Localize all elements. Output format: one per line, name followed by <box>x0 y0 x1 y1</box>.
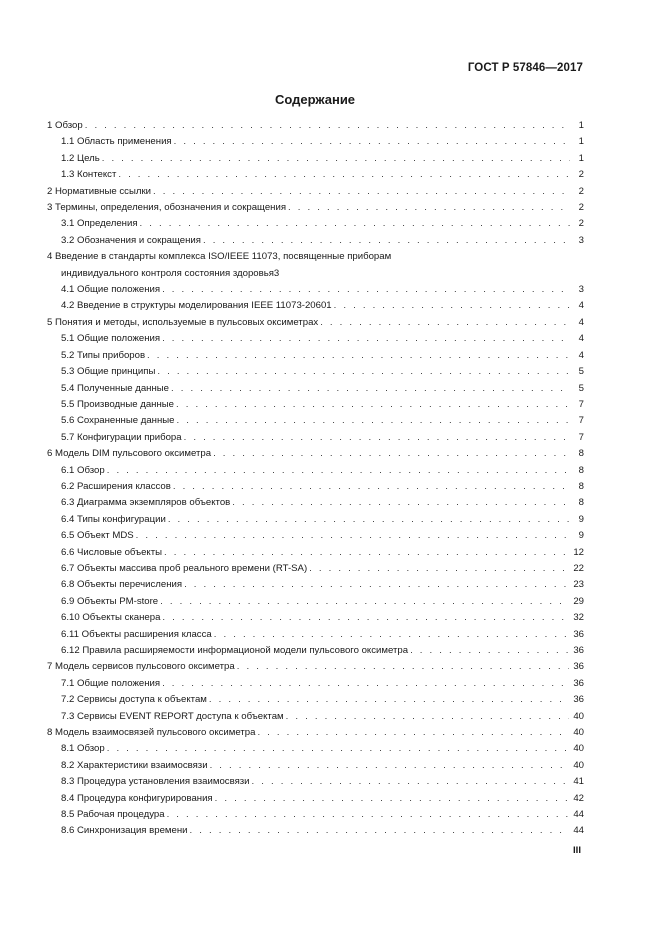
toc-dot-leader <box>232 495 570 511</box>
toc-subentry[interactable] <box>47 577 584 593</box>
toc-entry-page: 8 <box>578 497 584 509</box>
toc-entry-page: 2 <box>578 185 584 197</box>
toc-entry-page: 4 <box>578 316 584 328</box>
toc-entry-page: 2 <box>578 202 584 214</box>
toc-dot-leader <box>173 479 570 495</box>
toc-entry-page: 36 <box>573 694 584 706</box>
toc-entry[interactable] <box>47 249 584 282</box>
toc-dot-leader <box>214 627 570 643</box>
toc-entry[interactable] <box>47 184 584 200</box>
toc-entry-title: 7.2 Сервисы доступа к объектам <box>61 694 207 706</box>
toc-entry-page: 7 <box>578 415 584 427</box>
toc-subentry[interactable] <box>47 610 584 626</box>
toc-dot-leader <box>213 446 570 462</box>
toc-entry-title: 6 Модель DIM пульсового оксиметра <box>47 448 212 460</box>
toc-entry-title: 5 Понятия и методы, используемые в пульсовых оксиметрах <box>47 316 319 328</box>
toc-entry-title: 3 Термины, определения, обозначения и сокращения <box>47 202 287 214</box>
toc-entry-page: 32 <box>573 612 584 624</box>
toc-dot-leader <box>190 823 570 839</box>
toc-dot-leader <box>140 216 570 232</box>
toc-entry-page: 9 <box>578 513 584 525</box>
toc-subentry[interactable] <box>47 512 584 528</box>
toc-entry-title: 5.2 Типы приборов <box>61 349 146 361</box>
toc-entry-title: 8.5 Рабочая процедура <box>61 809 165 821</box>
toc-entry-title: 5.7 Конфигурации прибора <box>61 431 182 443</box>
toc-entry-page: 3 <box>578 234 584 246</box>
toc-dot-leader <box>160 594 569 610</box>
toc-entry-page: 5 <box>578 366 584 378</box>
toc-entry-title: 6.5 Объект MDS <box>61 530 134 542</box>
toc-dot-leader <box>174 134 570 150</box>
toc-subentry[interactable] <box>47 413 584 429</box>
toc-entry-title: 8.2 Характеристики взаимосвязи <box>61 759 208 771</box>
toc-entry-title: 2 Нормативные ссылки <box>47 185 152 197</box>
toc-title: Содержание <box>274 92 356 107</box>
toc-entry-page: 8 <box>578 448 584 460</box>
toc-entry-title: 6.12 Правила расширяемости информационой модели пульсового оксиметра <box>61 645 409 656</box>
toc-dot-leader <box>210 758 570 774</box>
toc-entry-title: 8.1 Обзор <box>61 743 105 755</box>
toc-entry-page: 42 <box>573 792 584 804</box>
toc-entry-title: 5.1 Общие положения <box>61 333 161 345</box>
toc-entry-page: 3 <box>273 267 280 279</box>
toc-dot-leader <box>334 298 570 314</box>
toc-dot-leader <box>167 807 570 823</box>
toc-entry-page: 40 <box>573 743 584 755</box>
toc-entry-page: 36 <box>573 645 584 656</box>
toc-subentry[interactable] <box>47 774 584 790</box>
toc-dot-leader <box>102 151 570 167</box>
toc-dot-leader <box>118 167 570 183</box>
toc-dot-leader <box>176 397 570 413</box>
toc-subentry[interactable] <box>47 430 584 446</box>
toc-subentry[interactable] <box>47 627 584 643</box>
toc-dot-leader <box>252 774 570 790</box>
toc-dot-leader <box>215 791 570 807</box>
toc-entry-title: 5.6 Сохраненные данные <box>61 415 175 427</box>
toc-dot-leader <box>85 118 570 134</box>
toc-dot-leader <box>162 331 570 347</box>
toc-entry-page: 36 <box>573 661 584 673</box>
toc-subentry[interactable] <box>47 807 584 823</box>
toc-entry-title: 6.6 Числовые объекты <box>61 546 163 558</box>
toc-entry-page: 9 <box>578 530 584 542</box>
toc-entry-title: 4.2 Введение в структуры моделирования IEEE 11073-20601 <box>61 300 332 312</box>
toc-entry-title: 6.11 Объекты расширения класса <box>61 628 212 640</box>
toc-subentry[interactable] <box>47 823 584 839</box>
toc-entry[interactable] <box>47 118 584 134</box>
toc-dot-leader <box>237 659 570 675</box>
toc-dot-leader <box>136 528 570 544</box>
toc-dot-leader <box>309 561 569 577</box>
toc-entry-page: 44 <box>573 809 584 821</box>
table-of-contents <box>47 118 584 840</box>
toc-subentry[interactable] <box>47 528 584 544</box>
toc-subentry[interactable] <box>47 594 584 610</box>
toc-entry-title: 5.4 Полученные данные <box>61 382 170 394</box>
toc-entry-page: 23 <box>573 579 584 591</box>
toc-subentry[interactable] <box>47 331 584 347</box>
toc-dot-leader <box>162 610 569 626</box>
toc-entry-page: 40 <box>573 759 584 771</box>
toc-subentry[interactable] <box>47 151 584 167</box>
toc-entry-title: 7.1 Общие положения <box>61 677 161 689</box>
toc-entry-page: 1 <box>578 152 584 164</box>
toc-subentry[interactable] <box>47 282 584 298</box>
toc-entry-title: 1.3 Контекст <box>61 169 117 181</box>
toc-entry-title: 7 Модель сервисов пульсового оксиметра <box>47 661 235 673</box>
toc-dot-leader <box>203 233 570 249</box>
toc-dot-leader <box>184 430 570 446</box>
toc-entry-page: 7 <box>578 398 584 410</box>
toc-entry[interactable] <box>47 315 584 331</box>
toc-subentry[interactable] <box>47 463 584 479</box>
toc-entry-title: 6.7 Объекты массива проб реального времени (RT-SA) <box>61 562 308 574</box>
toc-entry-title: 1 Обзор <box>47 120 83 131</box>
toc-entry-page: 3 <box>578 284 584 296</box>
toc-entry-title: 4.1 Общие положения <box>61 284 161 296</box>
toc-subentry[interactable] <box>47 134 584 150</box>
toc-subentry[interactable] <box>47 692 584 708</box>
toc-entry-page: 22 <box>573 562 584 574</box>
toc-entry-title: 5.5 Производные данные <box>61 398 174 410</box>
toc-entry-page: 1 <box>578 136 584 148</box>
toc-entry-title: 8.6 Синхронизация времени <box>61 825 188 837</box>
toc-subentry[interactable] <box>47 545 584 561</box>
toc-subentry[interactable] <box>47 741 584 757</box>
toc-subentry[interactable] <box>47 167 584 183</box>
toc-entry-title: 8.3 Процедура установления взаимосвязи <box>61 776 250 788</box>
toc-entry-title: 8 Модель взаимосвязей пульсового оксиметра <box>47 727 256 739</box>
toc-entry-page: 4 <box>578 333 584 345</box>
toc-entry[interactable] <box>47 200 584 216</box>
toc-entry-title: 6.10 Объекты сканера <box>61 612 161 624</box>
toc-entry-page: 8 <box>578 480 584 492</box>
toc-entry-title: 6.4 Типы конфигурации <box>61 513 166 525</box>
toc-entry-page: 2 <box>578 218 584 230</box>
toc-entry-page: 5 <box>578 382 584 394</box>
toc-subentry[interactable] <box>47 561 584 577</box>
toc-entry-title: 1.1 Область применения <box>61 136 172 148</box>
toc-entry-title: 6.8 Объекты перечисления <box>61 579 183 591</box>
toc-entry-title: 8.4 Процедура конфигурирования <box>61 792 213 804</box>
toc-entry-page: 7 <box>578 431 584 443</box>
toc-entry-title: 6.3 Диаграмма экземпляров объектов <box>61 497 231 509</box>
toc-entry-page: 44 <box>573 825 584 837</box>
toc-entry-title: 6.9 Объекты PM-store <box>61 595 159 607</box>
toc-entry-title: 4 Введение в стандарты комплекса ISO/IEEE 11073, посвященные приборам <box>47 251 392 263</box>
toc-subentry[interactable] <box>47 381 584 397</box>
toc-dot-leader <box>288 200 570 216</box>
toc-subentry[interactable] <box>47 348 584 364</box>
toc-dot-leader <box>162 676 569 692</box>
toc-entry-title: 7.3 Сервисы EVENT REPORT доступа к объектам <box>61 710 284 722</box>
toc-subentry[interactable] <box>47 709 584 725</box>
toc-entry[interactable] <box>47 446 584 462</box>
toc-entry-page: 4 <box>578 300 584 312</box>
toc-dot-leader <box>162 282 570 298</box>
toc-dot-leader <box>164 545 569 561</box>
toc-dot-leader <box>153 184 570 200</box>
toc-dot-leader <box>107 463 570 479</box>
toc-dot-leader <box>171 381 570 397</box>
toc-dot-leader <box>286 709 570 725</box>
toc-subentry[interactable] <box>47 479 584 495</box>
toc-entry[interactable] <box>47 725 584 741</box>
toc-entry-page: 8 <box>578 464 584 476</box>
toc-entry-page: 36 <box>573 677 584 689</box>
toc-entry-title: 5.3 Общие принципы <box>61 366 156 378</box>
toc-entry-page: 12 <box>573 546 584 558</box>
toc-entry-page: 29 <box>573 595 584 607</box>
toc-subentry[interactable] <box>47 364 584 380</box>
toc-dot-leader <box>177 413 570 429</box>
toc-subentry[interactable] <box>47 643 584 659</box>
standard-code: ГОСТ Р 57846—2017 <box>467 62 583 74</box>
toc-dot-leader <box>168 512 570 528</box>
toc-entry-page: 40 <box>573 727 584 739</box>
toc-dot-leader <box>257 725 569 741</box>
toc-subentry[interactable] <box>47 791 584 807</box>
toc-entry-title: 6.2 Расширения классов <box>61 480 171 492</box>
toc-entry-title: 3.1 Определения <box>61 218 138 230</box>
toc-dot-leader <box>320 315 570 331</box>
toc-entry-title: 3.2 Обозначения и сокращения <box>61 234 201 246</box>
toc-entry-page: 4 <box>578 349 584 361</box>
toc-entry-page: 2 <box>578 169 584 181</box>
toc-dot-leader <box>157 364 570 380</box>
toc-subentry[interactable] <box>47 676 584 692</box>
toc-dot-leader <box>209 692 569 708</box>
toc-dot-leader <box>107 741 570 757</box>
toc-entry[interactable] <box>47 659 584 675</box>
page-number: III <box>573 845 581 856</box>
toc-subentry[interactable] <box>47 495 584 511</box>
toc-dot-leader <box>147 348 570 364</box>
toc-entry-page: 36 <box>573 628 584 640</box>
toc-entry-page: 40 <box>573 710 584 722</box>
toc-subentry[interactable] <box>47 216 584 232</box>
toc-subentry[interactable] <box>47 298 584 314</box>
toc-entry-page: 41 <box>573 776 584 788</box>
toc-dot-leader <box>184 577 569 593</box>
toc-subentry[interactable] <box>47 397 584 413</box>
toc-entry-page: 1 <box>578 120 584 131</box>
toc-subentry[interactable] <box>47 758 584 774</box>
toc-dot-leader <box>410 643 569 659</box>
toc-subentry[interactable] <box>47 233 584 249</box>
toc-entry-title: 6.1 Обзор <box>61 464 105 476</box>
toc-entry-title-continued: индивидуального контроля состояния здоровья <box>61 267 274 279</box>
toc-entry-title: 1.2 Цель <box>61 152 100 164</box>
